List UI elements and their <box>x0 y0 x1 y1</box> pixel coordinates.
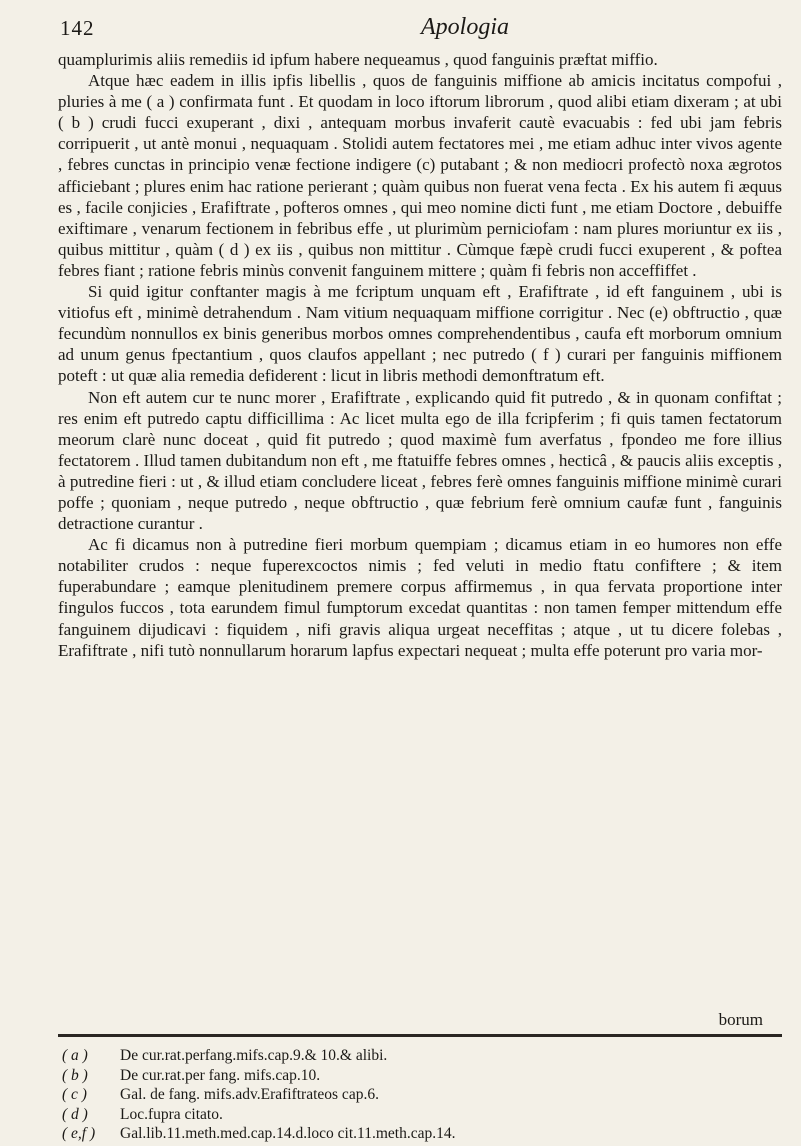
catchword: borum <box>718 1010 763 1029</box>
main-text <box>58 49 782 661</box>
footnote-mark: ( a ) <box>62 1047 88 1064</box>
footnote-mark: ( d ) <box>62 1105 88 1123</box>
paragraph: Ac fi dicamus non à putredine fieri morbum quempiam ; dicamus etiam in eo humores non effe notabiliter crudos : neque fuperexcoctos nimis ; fed veluti in medio ftatu confiftere ; & item fuperabundare ; eamque plenitudinem premere corpus affirmemus , in qua fervata proportione inter fingulos fuccos , tota earundem fimul fumptorum excedat quantitas : non tamen femper mittendum effe fanguinem dijudicavi : fiquidem , nifi gravis aliqua urgeat neceffitas ; atque , ut tu dicere folebas , Erafiftrate , nifi tutò nonnullarum horarum lapfus expectari nequeat ; multa effe poterunt pro varia mor- <box>58 535 782 660</box>
footnote-text: De cur.rat.per fang. mifs.cap.10. <box>120 1066 321 1084</box>
page-header <box>60 14 780 48</box>
footnote <box>62 1066 762 1086</box>
footnote <box>62 1085 762 1105</box>
footnote-text: Gal. de fang. mifs.adv.Erafiftrateos cap.6. <box>120 1086 379 1104</box>
footnote-divider <box>58 1034 782 1037</box>
paragraph: Atque hæc eadem in illis ipfis libellis , quos de fanguinis miffione ab amicis incitatus compofui , pluries à me ( a ) confirmata funt . Et quodam in loco iftorum librorum , quod alibi etiam dixeram ; at ubi ( b ) crudi fucci exuperant , dixi , antequam morbus invaferit cautè evacuabis : fed ubi jam febris corripuerit , ut antè monui , nequaquam . Stolidi autem fectatores mei , me etiam adhuc inter vivos agente , febres cunctas in principio venæ fectione indigere (c) putabant ; & non mediocri profectò noxa ægrotos afficiebant ; plures enim hac ratione perierant ; quàm quibus non fuerat vena fecta . Ex his autem fi æquus es , facile conjicies , Erafiftrate , pofteros omnes , qui meo nomine dicti funt , me etiam Doctore , debuiffe exiftimare , venarum fectionem in febribus effe , ut plurimùm perniciofam : nam plures moriuntur ex iis , quibus mittitur , quàm ( d ) ex iis , quibus non mittitur . Cùmque fæpè crudi fucci exuperent , & poftea febres fiant ; ratione febris minùs convenit fanguinem mittere ; quàm fi febris non acceffiffet . <box>58 71 782 280</box>
footnote-text: Gal.lib.11.meth.med.cap.14.d.loco cit.11.meth.cap.14. <box>120 1125 456 1143</box>
footnote <box>62 1105 762 1125</box>
running-title: Apologia <box>421 14 509 40</box>
footnote-mark: ( e,f ) <box>62 1125 96 1143</box>
footnote-mark: ( c ) <box>62 1086 87 1104</box>
paragraph: Si quid igitur conftanter magis à me fcriptum unquam eft , Erafiftrate , id eft fanguinem , ubi is vitiofus eft , minimè detrahendum . Nam vitium nequaquam miffione corrigitur . Nec (e) obftructio , quæ fecundùm nonnullos ex binis generibus morbos omnes comprehendentibus , caufa eft morborum omnium ad unum genus fpectantium , quos claufos appellant ; nec putredo ( f ) curari per fanguinis miffionem poteft : ut quæ alia remedia defiderent : licut in libris methodi demonftratum eft. <box>58 282 782 386</box>
paragraph: quamplurimis aliis remediis id ipfum habere nequeamus , quod fanguinis præftat miffio. <box>58 50 658 69</box>
footnote <box>62 1046 762 1066</box>
footnotes <box>62 1046 762 1144</box>
footnote-mark: ( b ) <box>62 1066 88 1084</box>
page-number: 142 <box>60 16 95 40</box>
footnote-text: De cur.rat.perfang.mifs.cap.9.& 10.& alibi. <box>120 1047 388 1064</box>
footnote-text: Loc.fupra citato. <box>120 1105 223 1123</box>
footnote <box>62 1124 762 1144</box>
paragraph: Non eft autem cur te nunc morer , Erafiftrate , explicando quid fit putredo , & in quonam confiftat ; res enim eft putredo captu difficillima : Ac licet multa ego de illa fcripferim ; fi quis tamen fectatorum meorum clarè nunc doceat , quid fit putredo ; quod maximè fum averfatus , fpondeo me fore illius fectatorem . Illud tamen dubitandum non eft , me ftatuiffe febres omnes , hecticâ , & paucis aliis exceptis , à putredine fieri : ut , & illud etiam concludere liceat , febres ferè omnes fanguinis miffione minimè curari poffe ; quoniam , neque putredo , neque obftructio , quæ febrium ferè omnium caufæ funt , fanguinis detractione curantur . <box>58 387 782 534</box>
